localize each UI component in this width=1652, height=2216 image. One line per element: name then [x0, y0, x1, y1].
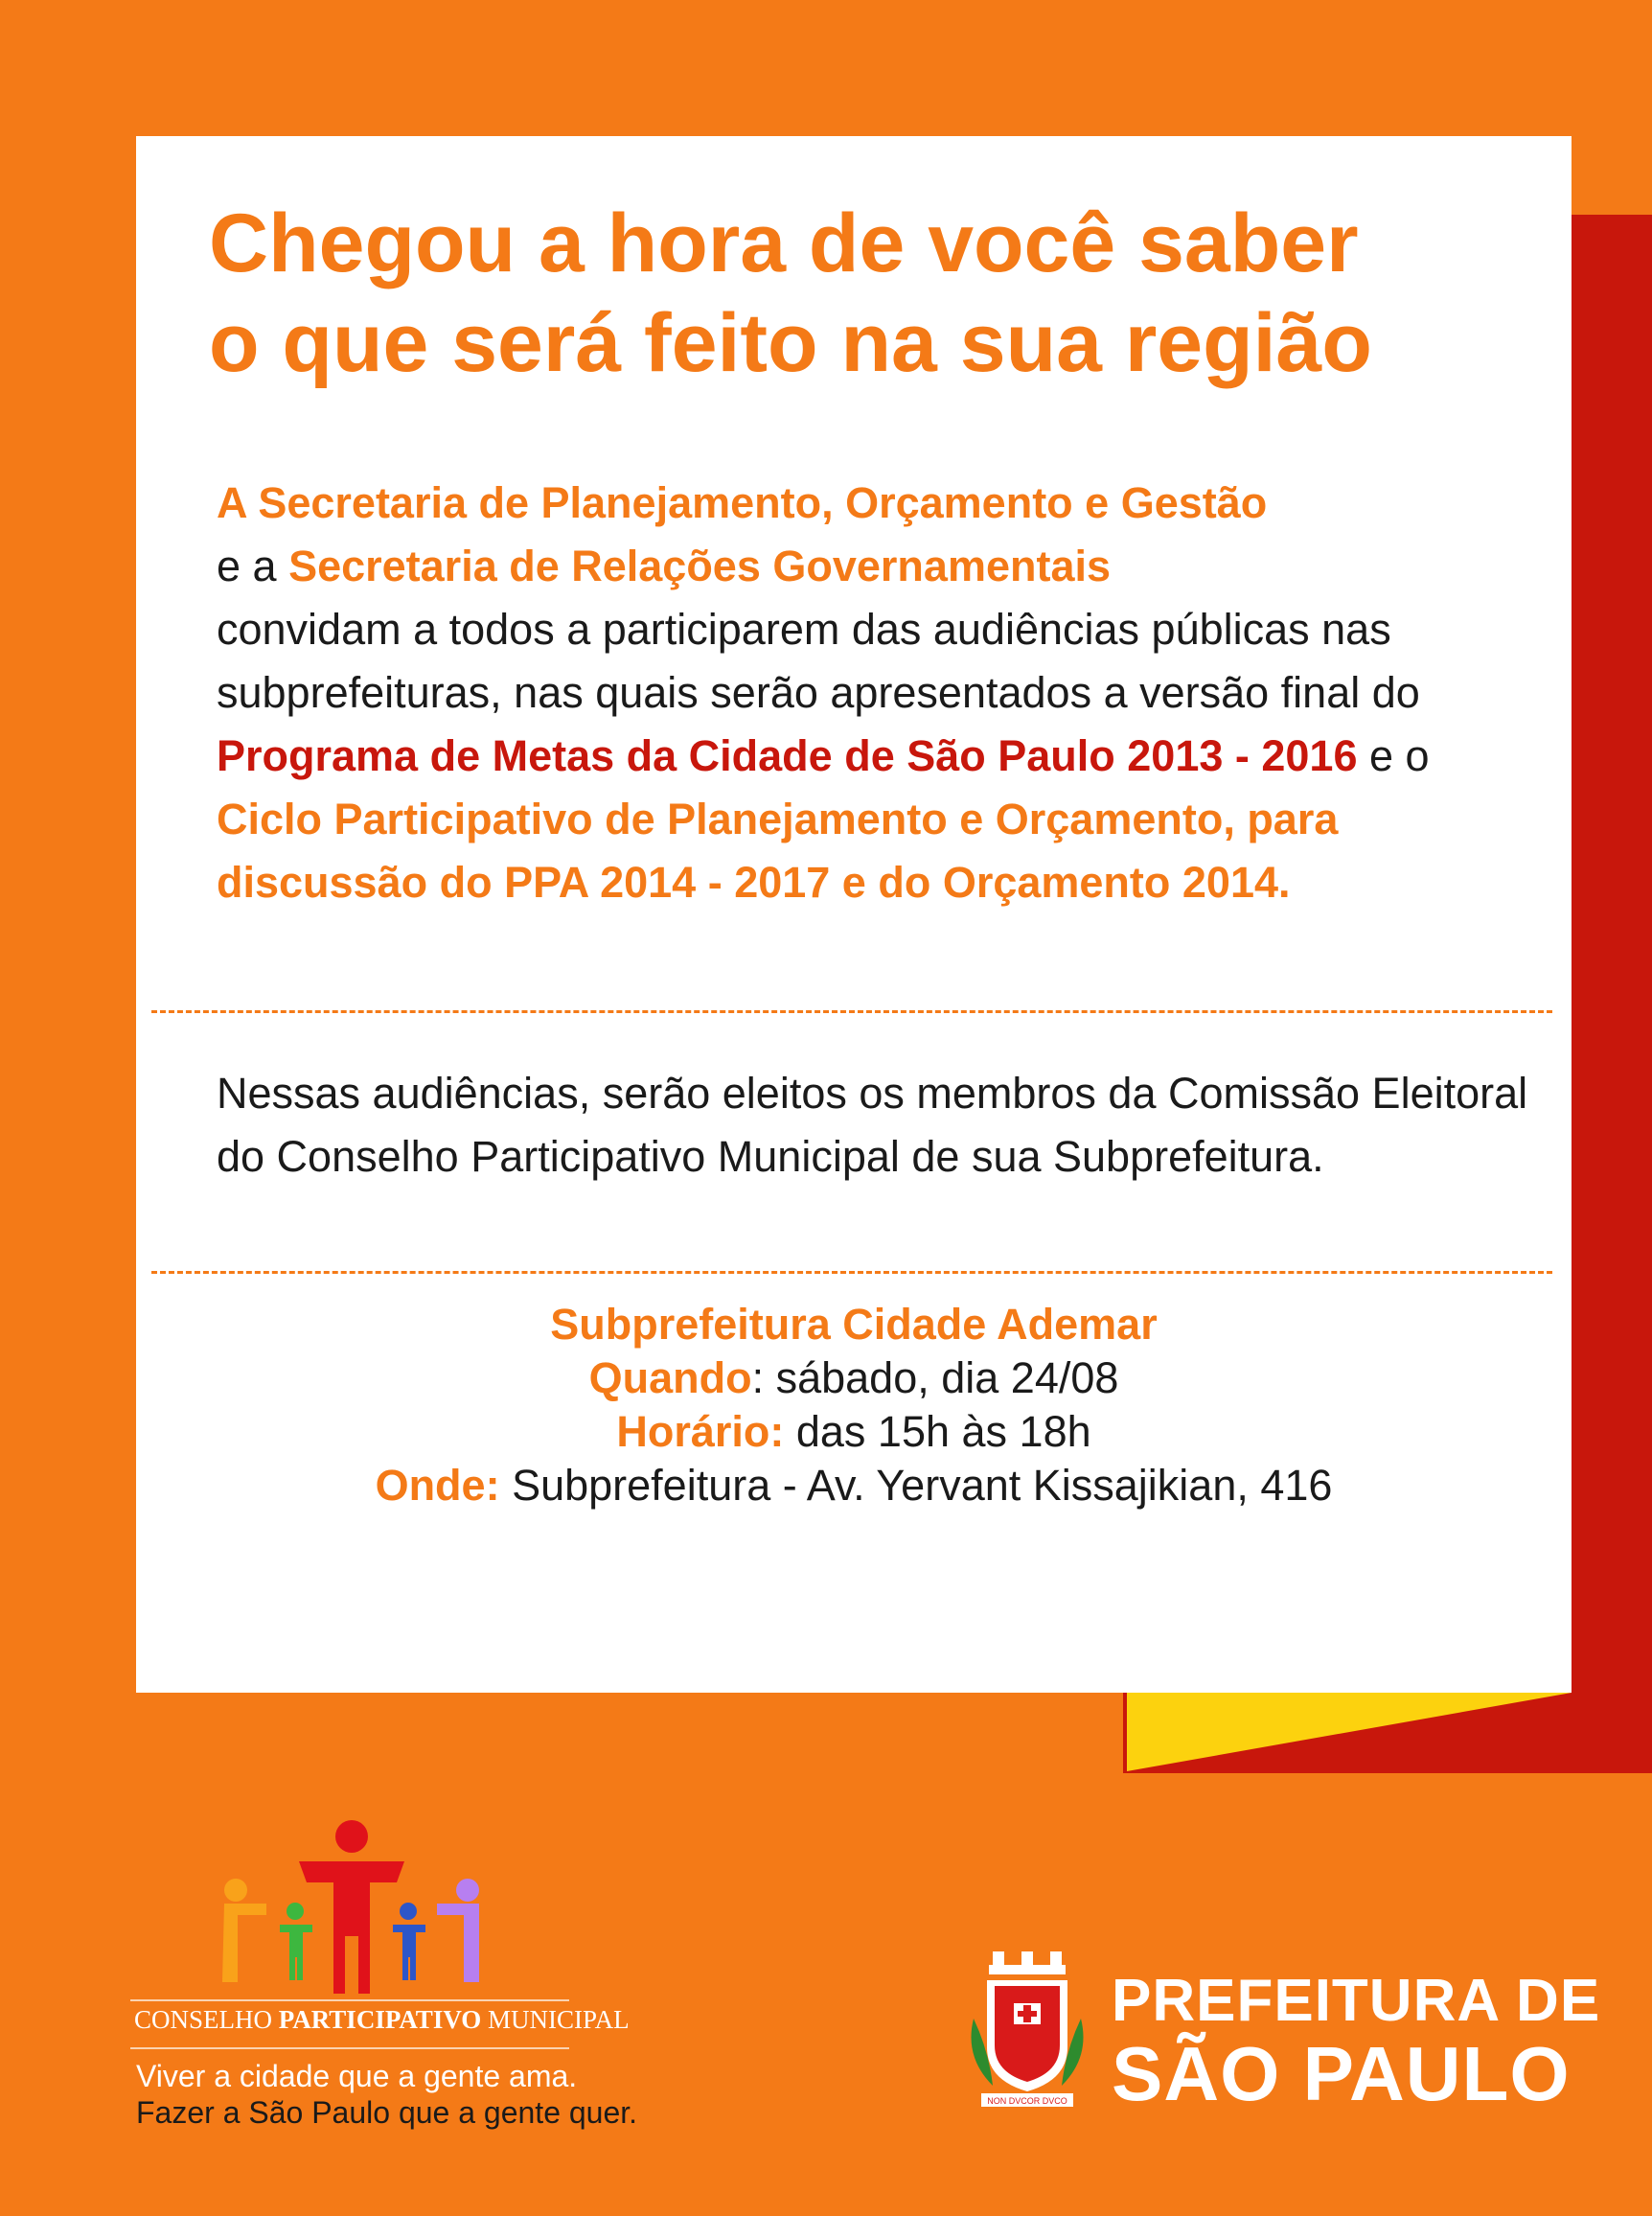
org-relations: Secretaria de Relações Governamentais: [288, 542, 1112, 590]
connector-and: e a: [217, 542, 289, 590]
intro-paragraph: [217, 472, 1539, 914]
time-value: das 15h às 18h: [784, 1407, 1091, 1456]
headline-line-2: o que será feito na sua região: [209, 297, 1372, 389]
council-people-logo: [213, 1819, 491, 1994]
where-value: Subprefeitura - Av. Yervant Kissajikian, 416: [499, 1461, 1333, 1510]
sao-paulo-crest-icon: [968, 1951, 1087, 2116]
event-details: [136, 1298, 1572, 1512]
org-planning: A Secretaria de Planejamento, Orçamento e Gestão: [217, 478, 1268, 527]
prefeitura-line-2: SÃO PAULO: [1112, 2031, 1571, 2116]
when-value: sábado, dia 24/08: [764, 1353, 1119, 1402]
headline: [209, 194, 1550, 393]
intro-body: convidam a todos a participarem das audiências públicas nas subprefeituras, nas quais serão apresentados a versão final do: [217, 605, 1420, 717]
where-label: Onde:: [375, 1461, 500, 1510]
headline-line-1: Chegou a hora de você saber: [209, 197, 1359, 289]
cycle-name: Ciclo Participativo de Planejamento e Orçamento, para discussão do PPA 2014 - 2017 e do Orçamento 2014.: [217, 795, 1339, 907]
time-label: Horário:: [616, 1407, 785, 1456]
council-name-2: PARTICIPATIVO: [278, 2005, 482, 2034]
program-name: Programa de Metas da Cidade de São Paulo 2013 - 2016: [217, 731, 1358, 780]
council-name: [134, 2005, 630, 2035]
slogan-line-2: Fazer a São Paulo que a gente quer.: [136, 2095, 638, 2130]
prefeitura-line-1: PREFEITURA DE: [1112, 1968, 1601, 2034]
event-place: Subprefeitura Cidade Ademar: [550, 1300, 1158, 1349]
council-name-1: CONSELHO: [134, 2005, 279, 2034]
council-rule-top: [130, 1999, 569, 2001]
dashed-divider-2: [151, 1271, 1552, 1274]
slogan-line-1: Viver a cidade que a gente ama.: [136, 2059, 578, 2093]
when-label: Quando: [588, 1353, 752, 1402]
council-rule-bottom: [130, 2047, 569, 2049]
when-colon: :: [751, 1353, 765, 1402]
connector-and-the: e o: [1357, 731, 1430, 780]
election-paragraph: Nessas audiências, serão eleitos os membros da Comissão Eleitoral do Conselho Participativo Municipal de sua Subprefeitura.: [217, 1069, 1528, 1181]
dashed-divider-1: [151, 1010, 1552, 1013]
crest-motto: NON DVCOR DVCO: [987, 2096, 1067, 2106]
council-name-3: MUNICIPAL: [481, 2005, 630, 2034]
